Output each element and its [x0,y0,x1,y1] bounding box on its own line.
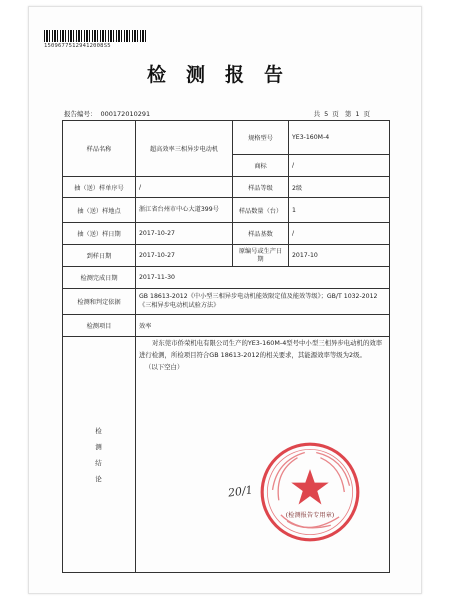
sample-grade-label: 样品等级 [233,177,289,198]
official-seal [258,440,362,544]
row-sample-date [63,223,390,245]
arrival-date-label: 到样日期 [63,245,136,267]
conclusion-label-char: 检 [95,426,103,435]
barcode [44,30,148,42]
report-number-label: 报告编号： [64,110,97,118]
row-sample-name [63,121,390,155]
sample-seq-label: 抽（送）样单序号 [63,177,136,198]
signature: 20/1 [227,483,254,500]
sample-name-label: 样品名称 [63,121,136,177]
row-sample-place [63,198,390,223]
page-total-suffix: 页 [332,110,339,118]
row-items [63,315,390,337]
spec-model-value: YE3-160M-4 [289,121,390,155]
production-date-label: 原编号或生产日期 [233,245,289,267]
sample-qty-value: 1 [289,198,390,223]
sample-place-label: 抽（送）样地点 [63,198,136,223]
sample-seq-value: / [136,177,233,198]
conclusion-label-char: 结 [95,458,103,467]
report-number [64,109,150,118]
sample-name-value: 超高效率三相异步电动机 [136,121,233,177]
barcode-number: 15096775129412008S5 [44,43,111,49]
page-total-prefix: 共 [313,110,321,118]
conclusion-blank-note: （以下空白） [145,363,184,371]
row-standard [63,289,390,315]
completion-date-value: 2017-11-30 [136,267,390,289]
page-info [312,109,372,118]
conclusion-label-text [66,423,132,487]
conclusion-text: 对东莞市侨荣机电有限公司生产的YE3-160M-4型号中小型三相异步电动机的效率进行检测，所检项目符合GB 18613-2012的相关要求，其能源效率等级为2级。 [139,339,383,359]
trademark-value: / [289,155,390,177]
page-current-prefix: 第 [344,110,352,118]
standard-label: 检测和判定依据 [63,289,136,315]
seal-stamp-note: (检测报告专用章) [285,511,335,519]
standard-value: GB 18613-2012《中小型三相异步电动机能效限定值及能效等级》；GB/T 1032-2012《三相异步电动机试验方法》 [136,289,390,315]
page-current: 1 [355,110,360,118]
report-title: 检测报告 [146,64,303,86]
conclusion-label [63,337,136,573]
sample-base-label: 样品基数 [233,223,289,245]
sample-base-value: / [289,223,390,245]
items-value: 效率 [136,315,390,337]
row-arrival-date [63,245,390,267]
report-number-value: 000172010291 [100,110,151,118]
completion-date-label: 检测完成日期 [63,267,136,289]
sample-date-label: 抽（送）样日期 [63,223,136,245]
production-date-value: 2017-10 [289,245,390,267]
conclusion-label-char: 测 [95,442,103,451]
row-completion-date [63,267,390,289]
spec-model-label: 规格型号 [233,121,289,155]
conclusion-label-char: 论 [95,474,103,483]
row-sample-seq [63,177,390,198]
trademark-label: 商标 [233,155,289,177]
sample-grade-value: 2级 [289,177,390,198]
arrival-date-value: 2017-10-27 [136,245,233,267]
sample-date-value: 2017-10-27 [136,223,233,245]
sample-qty-label: 样品数量（台） [233,198,289,223]
page-current-suffix: 页 [363,110,370,118]
sample-place-value: 浙江省台州市中心大道399号 [136,198,233,223]
items-label: 检测项目 [63,315,136,337]
page-total: 5 [324,110,329,118]
